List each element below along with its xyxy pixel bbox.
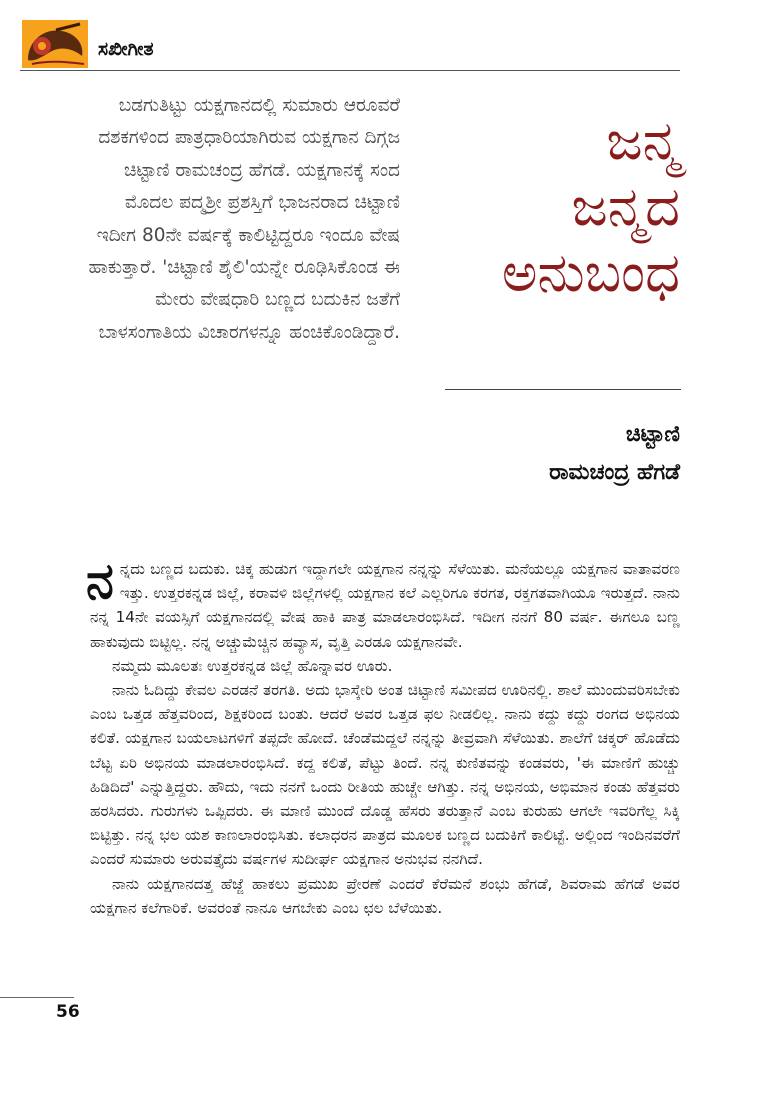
drop-cap: ನ — [86, 552, 114, 610]
header-divider — [20, 70, 680, 71]
body-paragraph-3: ನಾನು ಓದಿದ್ದು ಕೇವಲ ಎರಡನೆ ತರಗತಿ. ಅದು ಭಾಸ್ಕೇರಿ ಅಂತ ಚಿಟ್ಟಾಣಿ ಸಮೀಪದ ಊರಿನಲ್ಲಿ. ಶಾಲೆ ಮುಂದುವರಿಸಬೇಕು ಎಂಬ ಒತ್ತಡ ಹೆತ್ತವರಿಂದ, ಶಿಕ್ಷಕರಿಂದ ಬಂತು. ಆದರೆ ಅವರ ಒತ್ತಡ ಫಲ ನೀಡಲಿಲ್ಲ. ನಾನು ಕದ್ದು ಕದ್ದು ರಂಗದ ಅಭಿನಯ ಕಲಿತೆ. ಯಕ್ಷಗಾನ ಬಯಲಾಟಗಳಿಗೆ ತಪ್ಪದೇ ಹೋದೆ. ಚೆಂಡೆಮದ್ದಲೆ ನನ್ನನ್ನು ತೀವ್ರವಾಗಿ ಸೆಳೆಯಿತು. ಶಾಲೆಗೆ ಚಕ್ಕರ್ ಹೊಡೆದು ಬೆಟ್ಟ ಏರಿ ಅಭಿನಯ ಮಾಡಲಾರಂಭಿಸಿದೆ. ಕದ್ದ ಕಲಿತೆ, ಪೆಟ್ಟು ತಿಂದೆ. ನನ್ನ ಕುಣಿತವನ್ನು ಕಂಡವರು, 'ಈ ಮಾಣಿಗೆ ಹುಚ್ಚು ಹಿಡಿದಿದೆ' ಎನ್ನುತ್ತಿದ್ದರು. ಹೌದು, ಇದು ನನಗೆ ಒಂದು ರೀತಿಯ ಹುಚ್ಚೇ ಆಗಿತ್ತು. ನನ್ನ ಅಭಿನಯ, ಅಭಿಮಾನ ಕಂಡು ಹೆತ್ತವರು ಹರಸಿದರು. ಗುರುಗಳು ಒಪ್ಪಿದರು. ಈ ಮಾಣಿ ಮುಂದೆ ದೊಡ್ಡ ಹೆಸರು ತರುತ್ತಾನೆ ಎಂಬ ಕುರುಹು ಆಗಲೇ ಇವರಿಗೆಲ್ಲ ಸಿಕ್ಕಿ ಬಿಟ್ಟಿತ್ತು. ನನ್ನ ಭಲ ಯಶ ಕಾಣಲಾರಂಭಿಸಿತು. ಕಲಾಧರನ ಪಾತ್ರದ ಮೂಲಕ ಬಣ್ಣದ ಬದುಕಿಗೆ ಕಾಲಿಟ್ಟೆ. ಅಲ್ಲಿಂದ ಇಂದಿನವರೆಗೆ ಎಂದರೆ ಸುಮಾರು ಅರುವತ್ತೈದು ವರ್ಷಗಳ ಸುದೀರ್ಘ ಯಕ್ಷಗಾನ ಅನುಭವ ನನಗಿದೆ. — [90, 681, 680, 869]
body-paragraph-1-text: ನ್ನದು ಬಣ್ಣದ ಬದುಕು. ಚಿಕ್ಕ ಹುಡುಗ ಇದ್ದಾಗಲೇ ಯಕ್ಷಗಾನ ನನ್ನನ್ನು ಸೆಳೆಯಿತು. ಮನೆಯಲ್ಲೂ ಯಕ್ಷಗಾನ ವಾತಾವರಣ ಇತ್ತು. ಉತ್ತರಕನ್ನಡ ಜಿಲ್ಲೆ, ಕರಾವಳಿ ಜಿಲ್ಲೆಗಳಲ್ಲಿ ಯಕ್ಷಗಾನ ಕಲೆ ಎಲ್ಲರಿಗೂ ಕರಗತ, ರಕ್ತಗತವಾಗಿಯೂ ಇರುತ್ತದೆ. ನಾನು ನನ್ನ 14ನೇ ವಯಸ್ಸಿಗೆ ಯಕ್ಷಗಾನದಲ್ಲಿ ವೇಷ ಹಾಕಿ ಪಾತ್ರ ಮಾಡಲಾರಂಭಿಸಿದೆ. ಇದೀಗ ನನಗೆ 80 ವರ್ಷ. ಈಗಲೂ ಬಣ್ಣ ಹಾಕುವುದು ಬಿಟ್ಟಿಲ್ಲ. ನನ್ನ ಅಚ್ಚುಮೆಚ್ಚಿನ ಹವ್ಯಾಸ, ವೃತ್ತಿ ಎರಡೂ ಯಕ್ಷಗಾನವೇ. — [90, 560, 680, 651]
title-line-3: ಅನುಬಂಧ — [501, 241, 680, 304]
title-line-2: ಜನ್ಮದ — [571, 175, 680, 238]
intro-text: ಬಡಗುತಿಟ್ಟು ಯಕ್ಷಗಾನದಲ್ಲಿ ಸುಮಾರು ಆರೂವರೆ ದಶಕಗಳಿಂದ ಪಾತ್ರಧಾರಿಯಾಗಿರುವ ಯಕ್ಷಗಾನ ದಿಗ್ಗಜ ಚಿಟ್ಟಾಣಿ ರಾಮಚಂದ್ರ ಹೆಗಡೆ. ಯಕ್ಷಗಾನಕ್ಕೆ ಸಂದ ಮೊದಲ ಪದ್ಮಶ್ರೀ ಪ್ರಶಸ್ತಿಗೆ ಭಾಜನರಾದ ಚಿಟ್ಟಾಣಿ ಇದೀಗ 80ನೇ ವರ್ಷಕ್ಕೆ ಕಾಲಿಟ್ಟಿದ್ದರೂ ಇಂದೂ ವೇಷ ಹಾಕುತ್ತಾರೆ. 'ಚಿಟ್ಟಾಣಿ ಶೈಲಿ'ಯನ್ನೇ ರೂಢಿಸಿಕೊಂಡ ಈ ಮೇರು ವೇಷಧಾರಿ ಬಣ್ಣದ ಬದುಕಿನ ಜತೆಗೆ ಬಾಳಸಂಗಾತಿಯ ವಿಚಾರಗಳನ್ನೂ ಹಂಚಿಕೊಂಡಿದ್ದಾರೆ. — [88, 95, 400, 343]
body-paragraph-1 — [86, 552, 680, 654]
footer-divider — [0, 997, 74, 998]
veena-logo-icon — [22, 20, 88, 68]
page-number: 56 — [56, 1002, 80, 1022]
intro-paragraph — [86, 90, 400, 349]
author-line-2: ರಾಮಚಂದ್ರ ಹೆಗಡೆ — [549, 460, 680, 485]
title-divider — [445, 389, 681, 390]
body-paragraph-4: ನಾನು ಯಕ್ಷಗಾನದತ್ತ ಹೆಜ್ಜೆ ಹಾಕಲು ಪ್ರಮುಖ ಪ್ರೇರಣೆ ಎಂದರೆ ಕೆರೆಮನೆ ಶಂಭು ಹೆಗಡೆ, ಶಿವರಾಮ ಹೆಗಡೆ ಅವರ ಯಕ್ಷಗಾನ ಕಲೆಗಾರಿಕೆ. ಅವರಂತೆ ನಾನೂ ಆಗಬೇಕು ಎಂಬ ಛಲ ಬೆಳೆಯಿತು. — [90, 874, 680, 917]
author-name — [440, 416, 680, 492]
page-header — [20, 20, 685, 72]
article-body — [86, 552, 680, 920]
section-name: ಸಖೀಗೀತ — [98, 38, 154, 60]
title-line-1: ಜನ್ಮ — [606, 109, 680, 172]
author-line-1: ಚಿಟ್ಟಾಣಿ — [625, 422, 680, 447]
article-title — [430, 108, 680, 306]
body-paragraph-2: ನಮ್ಮದು ಮೂಲತಃ ಉತ್ತರಕನ್ನಡ ಜಿಲ್ಲೆ ಹೊನ್ನಾವರ ಊರು. — [112, 656, 393, 675]
